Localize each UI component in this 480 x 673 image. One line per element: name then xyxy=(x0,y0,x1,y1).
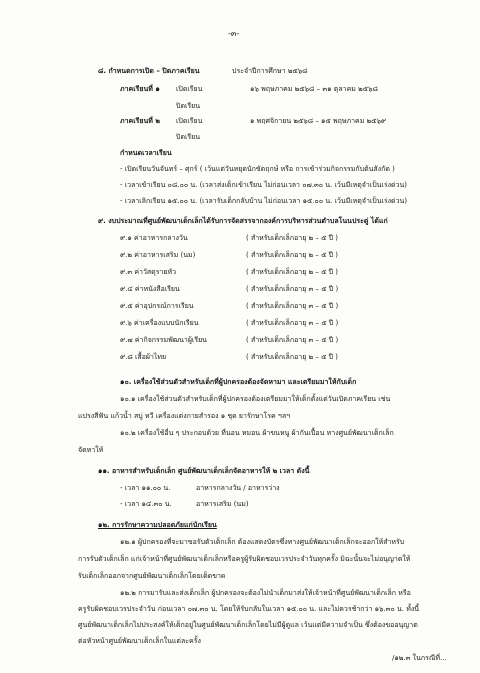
budget-item-name: ๙.๕ ค่าอุปกรณ์การเรียน xyxy=(120,302,194,310)
term2-close: ปิดเรียน xyxy=(176,133,201,141)
time-heading: กำหนดเวลาเรียน xyxy=(120,149,172,157)
budget-item-name: ๙.๒ ค่าอาหารเสริม (นม) xyxy=(120,251,196,259)
budget-item-note: ( สำหรับเด็กเล็กอายุ ๒ – ๕ ปี ) xyxy=(246,268,339,276)
meal-name: อาหารกลางวัน / อาหารว่าง xyxy=(196,484,280,492)
page-number: -๓- xyxy=(228,29,240,38)
s10-p1-line2: แปรงสีฟัน แก้วน้ำ สบู่ หวี เครื่องแต่งกายสำรอง ๑ ชุด ยารักษาโรค ฯลฯ xyxy=(78,412,291,420)
term1-close: ปิดเรียน xyxy=(176,102,201,110)
s12-p2-line: ศูนย์พัฒนาเด็กเล็กไม่ประสงค์ให้เด็กอยู่ในศูนย์พัฒนาเด็กเล็กโดยไม่มีผู้ดูแล เว้นแต่มีความจำเป็น ซึ่งต้องขออนุญาต xyxy=(78,621,418,629)
budget-item-name: ๙.๔ ค่าหนังสือเรียน xyxy=(120,285,180,293)
section-9-title: ๙. งบประมาณที่ศูนย์พัฒนาเด็กเล็กได้รับการจัดสรรจากองค์การบริหารส่วนตำบลโนนประดู่ ได้แก่ xyxy=(98,217,388,225)
term1-open: เปิดเรียน xyxy=(176,85,203,93)
continuation-marker: /๑๒.๓ ในกรณีที่... xyxy=(392,654,447,662)
s10-p1-line1: ๑๐.๑ เครื่องใช้ส่วนตัวสำหรับเด็กที่ผู้ปกครองต้องเตรียมมาให้เด็กตั้งแต่วันเปิดภาคเรียน เช่น xyxy=(120,395,391,403)
time-line: - เวลาเข้าเรียน ๐๘.๐๐ น. (เวลาส่งเด็กเข้าเรียน ไม่ก่อนเวลา ๐๗.๓๐ น. เว้นมีเหตุจำเป็นเร่งด่วน) xyxy=(120,181,407,189)
s12-p2-line: ครูรับผิดชอบเวรประจำวัน ก่อนเวลา ๐๗.๓๐ น. โดยให้รับกลับในเวลา ๑๕.๐๐ น. และไม่ควรช้ากว่า ๑๖.๓๐ น. ทั้งนี้ xyxy=(78,605,420,613)
section-8-title: ๘. กำหนดการเปิด – ปิดภาคเรียน xyxy=(98,67,200,75)
term2-open: เปิดเรียน xyxy=(176,117,203,125)
budget-item-note: ( สำหรับเด็กเล็กอายุ ๒ – ๕ ปี ) xyxy=(246,251,339,259)
meal-time: - เวลา ๑๔.๓๐ น. xyxy=(120,500,172,508)
budget-item-name: ๙.๑ ค่าอาหารกลางวัน xyxy=(120,234,188,242)
s12-p1-line: ๑๒.๑ ผู้ปกครองที่จะมาขอรับตัวเด็กเล็ก ต้องแสดงบัตรซึ่งทางศูนย์พัฒนาเด็กเล็กจะออกให้สำหรับ xyxy=(120,538,405,546)
section-10-title: ๑๐. เครื่องใช้ส่วนตัวสำหรับเด็กที่ผู้ปกครองต้องจัดหามา และเตรียมมาให้กับเด็ก xyxy=(120,378,357,386)
term1-dates: ๑๖ พฤษภาคม ๒๕๖๘ – ๓๑ ตุลาคม ๒๕๖๘ xyxy=(250,85,378,93)
budget-item-note: ( สำหรับเด็กเล็กอายุ ๒ – ๕ ปี ) xyxy=(246,353,339,361)
meal-name: อาหารเสริม (นม) xyxy=(196,500,249,508)
section-11-title: ๑๑. อาหารสำหรับเด็กเล็ก ศูนย์พัฒนาเด็กเล็กจัดอาหารให้ ๒ เวลา ดังนี้ xyxy=(98,467,310,475)
s12-p2-line: ๑๒.๒ การมารับและส่งเด็กเล็ก ผู้ปกครองจะต้องไม่นำเด็กมาส่งให้เจ้าหน้าที่ศูนย์พัฒนาเด็กเล็ก หรือ xyxy=(120,589,411,597)
s10-p2-line2: จัดหาให้ xyxy=(78,446,104,454)
s12-p1-line: การรับตัวเด็กเล็ก แก่เจ้าหน้าที่ศูนย์พัฒนาเด็กเล็กหรือครูผู้รับผิดชอบเวรประจำวันทุกครั้ง มิฉะนั้นจะไม่อนุญาตให้ xyxy=(78,555,411,563)
budget-item-note: ( สำหรับเด็กเล็กอายุ ๓ – ๕ ปี ) xyxy=(246,302,339,310)
term2-dates: ๑ พฤศจิกายน ๒๕๖๘ – ๑๕ พฤษภาคม ๒๕๖๙ xyxy=(250,117,387,125)
s10-p2-line1: ๑๐.๒ เครื่องใช้อื่น ๆ ประกอบด้วย ที่นอน หมอน ผ้าขนหนู ผ้ากันเปื้อน ทางศูนย์พัฒนาเด็กเล็ก xyxy=(120,429,394,437)
budget-item-name: ๙.๓ ค่าวัสดุรายหัว xyxy=(120,268,177,276)
time-line: - เวลาเลิกเรียน ๑๕.๐๐ น. (เวลารับเด็กกลับบ้าน ไม่ก่อนเวลา ๑๕.๐๐ น. เว้นมีเหตุจำเป็นเร่งด่วน) xyxy=(120,197,408,205)
s12-p1-line: รับเด็กเล็กออกจากศูนย์พัฒนาเด็กเล็กโดยเด็ดขาด xyxy=(78,572,226,580)
time-line: - เปิดเรียนวันจันทร์ – ศุกร์ ( เว้นแต่วันหยุดนักขัตฤกษ์ หรือ การเข้าร่วมกิจกรรมกับต้นสังกัด ) xyxy=(120,165,395,173)
budget-item-name: ๙.๘ เสื้อผ้าไทย xyxy=(120,353,167,361)
budget-item-note: ( สำหรับเด็กเล็กอายุ ๒ – ๕ ปี ) xyxy=(246,234,339,242)
section-12-title: ๑๒. การรักษาความปลอดภัยแก่นักเรียน xyxy=(98,521,217,529)
budget-item-note: ( สำหรับเด็กเล็กอายุ ๓ – ๕ ปี ) xyxy=(246,336,339,344)
budget-item-note: ( สำหรับเด็กเล็กอายุ ๓ – ๕ ปี ) xyxy=(246,285,339,293)
academic-year: ประจำปีการศึกษา ๒๕๖๘ xyxy=(232,67,308,75)
term1-label: ภาคเรียนที่ ๑ xyxy=(120,85,160,93)
meal-time: - เวลา ๑๑.๐๐ น. xyxy=(120,484,171,492)
s12-p2-line: ต่อหัวหน้าศูนย์พัฒนาเด็กเล็กในแต่ละครั้ง xyxy=(78,637,201,645)
budget-item-name: ๙.๖ ค่าเครื่องแบบนักเรียน xyxy=(120,319,199,327)
budget-item-note: ( สำหรับเด็กเล็กอายุ ๓ – ๕ ปี ) xyxy=(246,319,339,327)
term2-label: ภาคเรียนที่ ๒ xyxy=(120,117,160,125)
budget-item-name: ๙.๗ ค่ากิจกรรมพัฒนาผู้เรียน xyxy=(120,336,207,344)
